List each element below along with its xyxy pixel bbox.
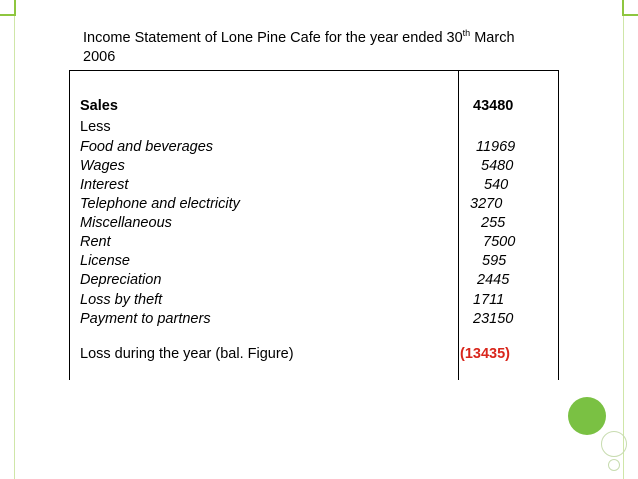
- title-text: Income Statement of Lone Pine Cafe for the year ended 30: [83, 29, 463, 46]
- expense-value: 1711: [473, 292, 505, 308]
- expense-row: [80, 214, 550, 233]
- expense-row: [80, 271, 550, 290]
- expense-row: [80, 138, 550, 157]
- title-tail: March: [470, 29, 515, 46]
- expense-row: [80, 233, 550, 252]
- loss-row: [80, 345, 550, 364]
- expense-label: Wages: [80, 158, 125, 174]
- corner-decoration-right: [622, 0, 638, 16]
- expense-value: 5480: [481, 158, 514, 174]
- expense-label: Loss by theft: [80, 292, 163, 308]
- sales-row: [80, 97, 550, 116]
- less-label: Less: [80, 119, 111, 135]
- slide-edge-left: [14, 16, 15, 479]
- expense-label: Rent: [80, 234, 111, 250]
- expense-value: 23150: [473, 311, 514, 327]
- expense-value: 540: [484, 177, 509, 193]
- corner-decoration-left: [0, 0, 16, 16]
- expense-value: 7500: [483, 234, 516, 250]
- expense-row: [80, 291, 550, 310]
- loss-label: Loss during the year (bal. Figure): [80, 346, 294, 362]
- expense-label: Telephone and electricity: [80, 196, 240, 212]
- expense-label: Depreciation: [80, 272, 162, 288]
- expense-value: 2445: [477, 272, 510, 288]
- small-ring-decoration: [608, 459, 620, 471]
- statement-left-border: [69, 70, 70, 380]
- expense-label: Food and beverages: [80, 139, 214, 155]
- title-superscript: th: [462, 28, 471, 38]
- loss-value: (13435): [460, 346, 510, 362]
- statement-top-border: [69, 70, 559, 71]
- expense-value: 255: [481, 215, 506, 231]
- expense-value: 11969: [476, 139, 516, 155]
- ring-decoration: [601, 431, 627, 457]
- expense-row: [80, 195, 550, 214]
- expense-label: Miscellaneous: [80, 215, 172, 231]
- statement-right-border: [558, 70, 559, 380]
- expense-label: Payment to partners: [80, 311, 211, 327]
- expense-label: Interest: [80, 177, 129, 193]
- statement-title: [83, 24, 573, 67]
- title-year: 2006: [83, 48, 116, 65]
- sales-value: 43480: [473, 98, 514, 114]
- sales-label: Sales: [80, 98, 118, 114]
- expense-row: [80, 176, 550, 195]
- less-row: [80, 118, 550, 137]
- slide-edge-right: [623, 16, 624, 479]
- green-circle-decoration: [568, 397, 606, 435]
- expense-label: License: [80, 253, 130, 269]
- expense-row: [80, 157, 550, 176]
- expense-row: [80, 310, 550, 329]
- expense-value: 595: [482, 253, 507, 269]
- expense-value: 3270: [470, 196, 503, 212]
- expense-row: [80, 252, 550, 271]
